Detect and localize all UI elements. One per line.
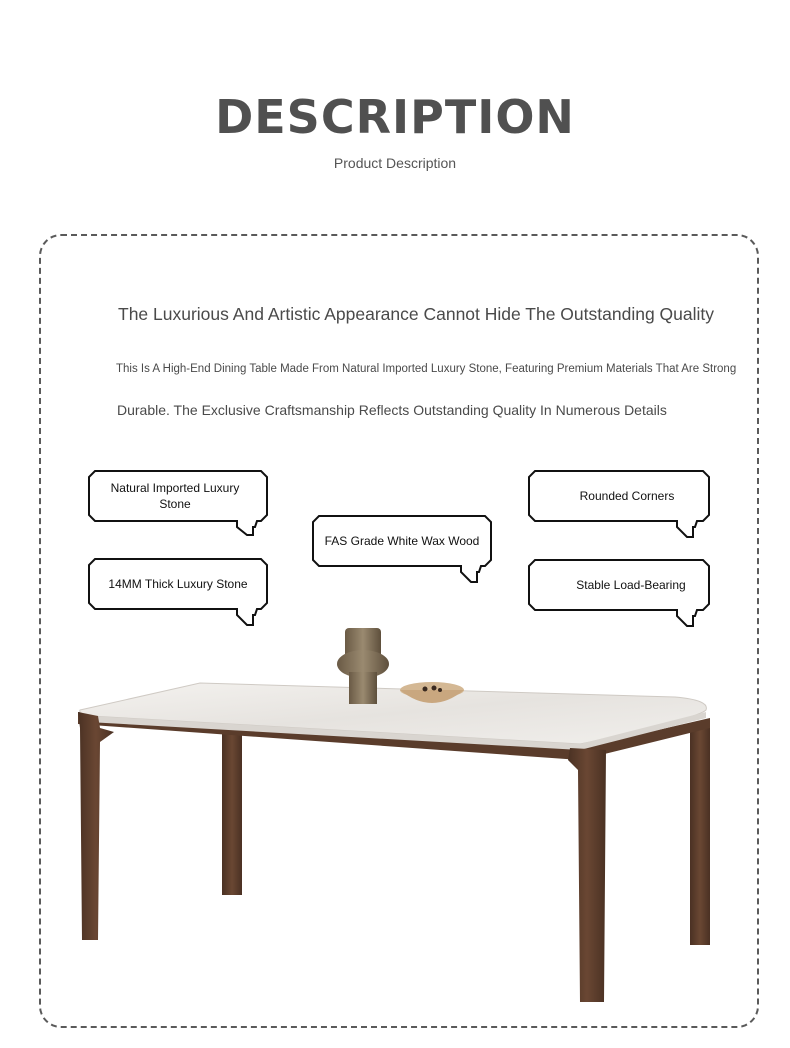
page-title: DESCRIPTION — [215, 90, 575, 144]
table-leg-front-right — [568, 748, 606, 1002]
feature-label-fas-wood: FAS Grade White Wax Wood — [324, 534, 480, 548]
feature-bubble-natural-stone — [87, 469, 269, 539]
page-subtitle: Product Description — [333, 155, 457, 171]
dining-table-illustration — [70, 620, 720, 1010]
feature-bubble-rounded-corners — [527, 469, 711, 541]
table-leg-front-left — [78, 712, 114, 940]
feature-label-load-bearing: Stable Load-Bearing — [576, 578, 686, 592]
feature-bubble-thick-stone — [87, 557, 269, 629]
quality-headline: The Luxurious And Artistic Appearance Cannot Hide The Outstanding Quality — [118, 304, 715, 324]
feature-label-rounded-corners: Rounded Corners — [579, 489, 675, 503]
description-line-2: Durable. The Exclusive Craftsmanship Reflects Outstanding Quality In Numerous Details — [117, 402, 667, 418]
feature-label-natural-stone: Natural Imported Luxury Stone — [110, 481, 240, 511]
description-line-1: This Is A High-End Dining Table Made From Natural Imported Luxury Stone, Featuring Premium Materials That Are Strong — [116, 363, 737, 375]
feature-bubble-fas-wood — [311, 514, 493, 586]
table-leg-back-left — [222, 730, 242, 895]
table-leg-back-right — [690, 725, 710, 945]
feature-label-thick-stone: 14MM Thick Luxury Stone — [108, 577, 248, 591]
